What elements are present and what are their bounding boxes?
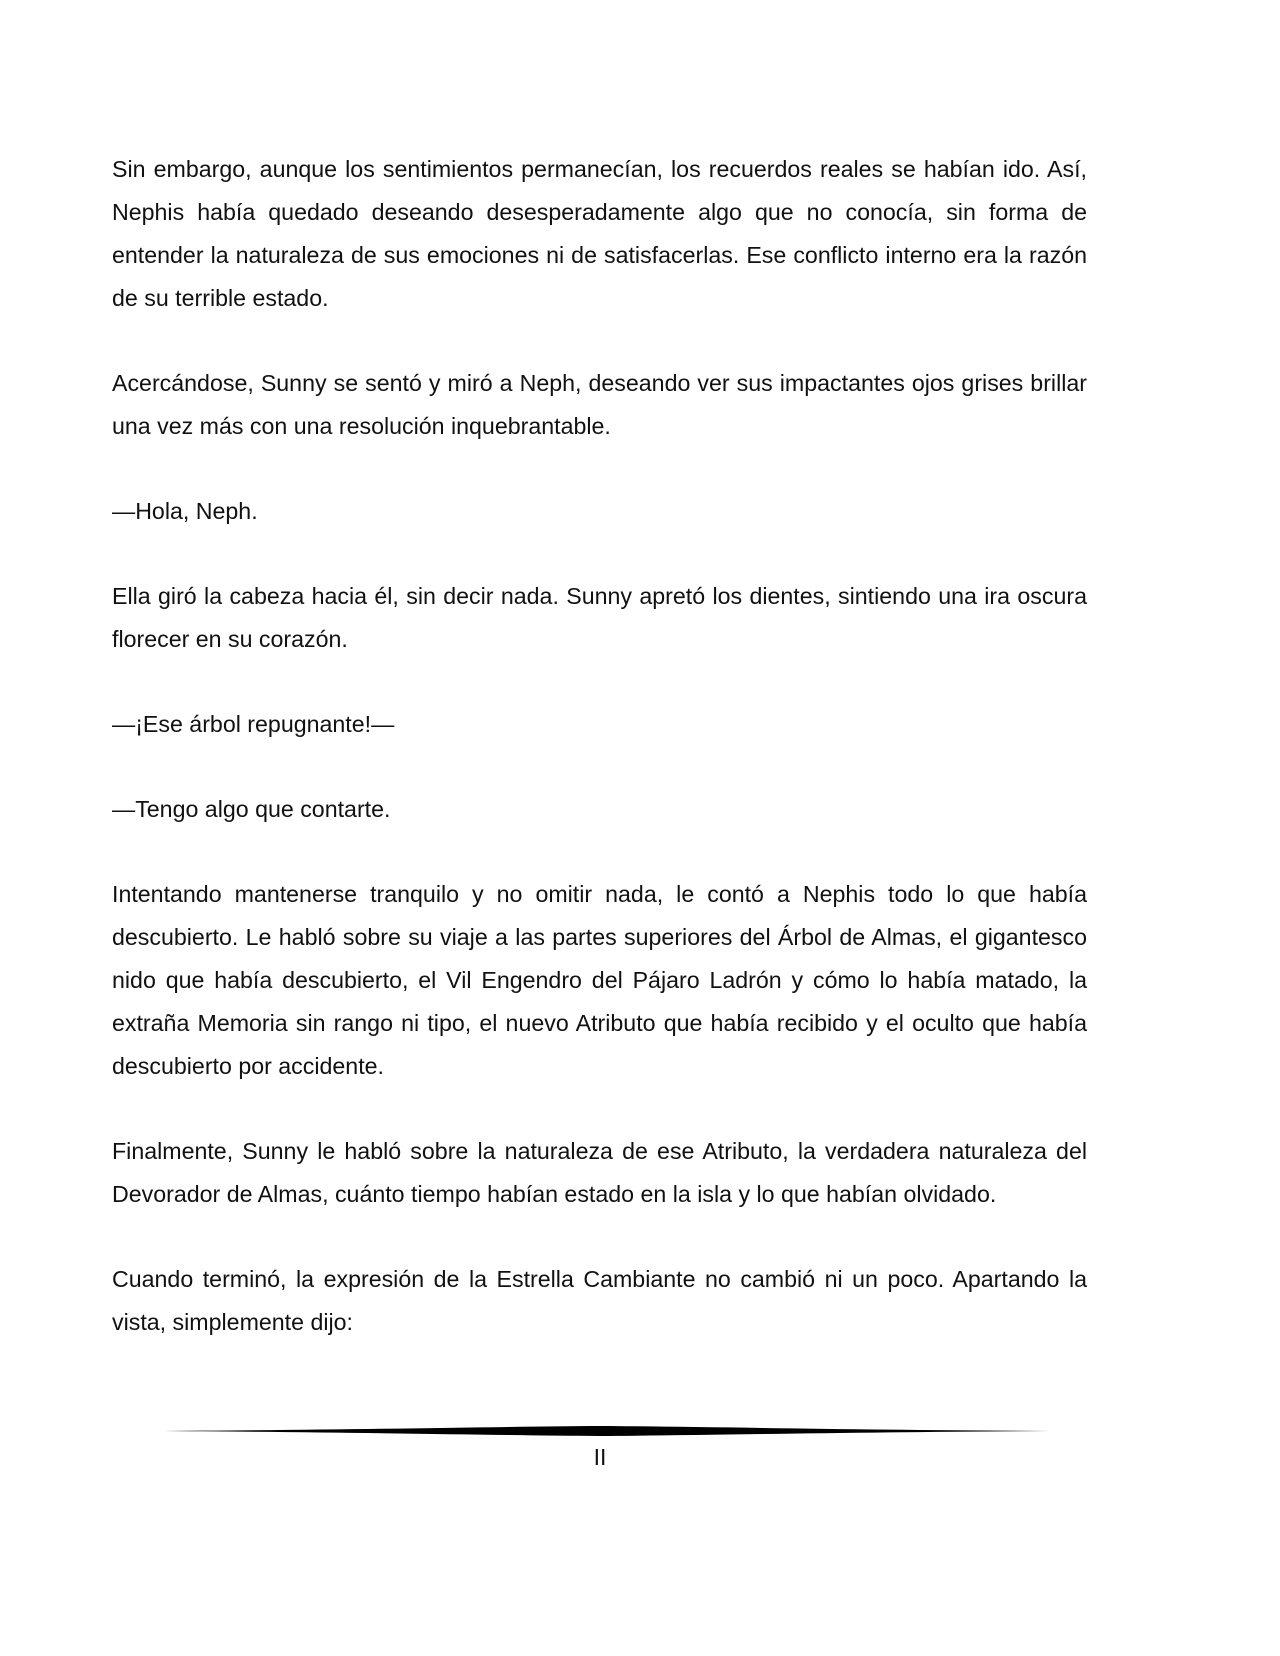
paragraph: —¡Ese árbol repugnante!— xyxy=(112,711,395,737)
page-number: II xyxy=(593,1444,607,1470)
paragraph: Cuando terminó, la expresión de la Estrella Cambiante no cambió ni un poco. Apartando la vista, simplemente dijo: xyxy=(112,1266,1087,1335)
paragraph: Sin embargo, aunque los sentimientos permanecían, los recuerdos reales se habían ido. Así, Nephis había quedado deseando desesperadamente algo que no conocía, sin forma de entender la naturaleza de sus emociones ni de satisfacerlas. Ese conflicto interno era la razón de su terrible estado. xyxy=(112,156,1087,311)
footer-divider xyxy=(150,1425,1050,1437)
paragraph: Ella giró la cabeza hacia él, sin decir nada. Sunny apretó los dientes, sintiendo una ira oscura florecer en su corazón. xyxy=(112,583,1087,652)
body-text xyxy=(112,148,1087,1386)
paragraph: Finalmente, Sunny le habló sobre la naturaleza de ese Atributo, la verdadera naturaleza del Devorador de Almas, cuánto tiempo habían estado en la isla y lo que habían olvidado. xyxy=(112,1138,1087,1207)
paragraph: Acercándose, Sunny se sentó y miró a Neph, deseando ver sus impactantes ojos grises brillar una vez más con una resolución inquebrantable. xyxy=(112,370,1087,439)
paragraph: —Tengo algo que contarte. xyxy=(112,796,391,822)
paragraph: —Hola, Neph. xyxy=(112,498,258,524)
paragraph: Intentando mantenerse tranquilo y no omitir nada, le contó a Nephis todo lo que había descubierto. Le habló sobre su viaje a las partes superiores del Árbol de Almas, el gigantesco nido que había descubierto, el Vil Engendro del Pájaro Ladrón y cómo lo había matado, la extraña Memoria sin rango ni tipo, el nuevo Atributo que había recibido y el oculto que había descubierto por accidente. xyxy=(112,881,1087,1079)
